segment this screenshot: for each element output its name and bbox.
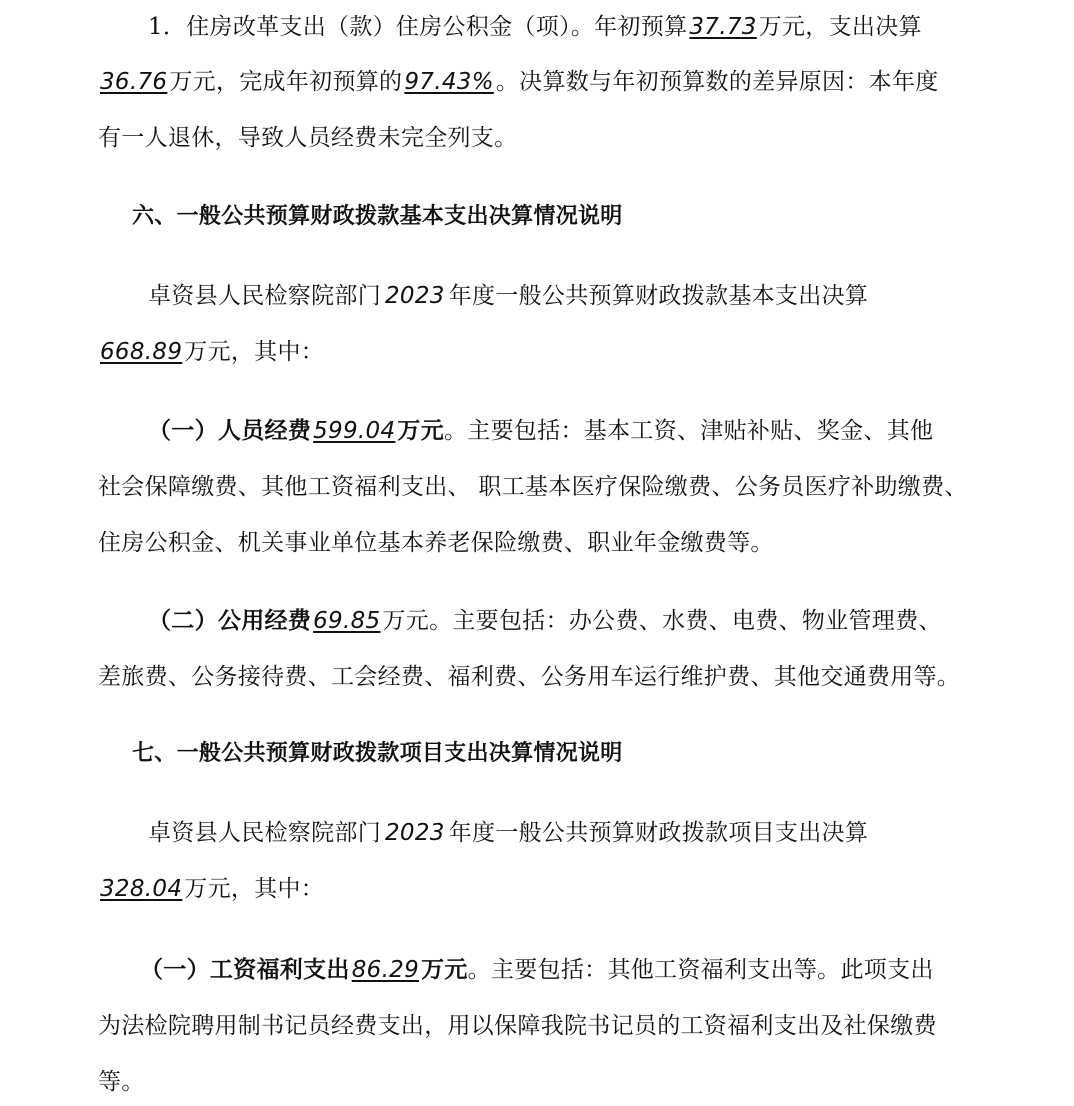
personnel-line2: 社会保障缴费、其他工资福利支出、 职工基本医疗保险缴费、公务员医疗补助缴费、: [98, 474, 968, 500]
section7-total-suffix: 万元，其中：: [184, 876, 325, 902]
public-line2: 差旅费、公务接待费、工会经费、福利费、公务用车运行维护费、其他交通费用等。: [98, 664, 961, 690]
item1-line2: [98, 67, 978, 97]
section7-dept-name: 卓资县人民检察院部门: [148, 820, 381, 846]
item1-text-mid2: 万元，完成年初预算的: [169, 69, 403, 95]
section7-heading: 七、一般公共预算财政拨款项目支出决算情况说明: [132, 741, 623, 766]
section6-intro-text: 年度一般公共预算财政拨款基本支出决算: [448, 283, 869, 309]
item1-text-mid3: 。决算数与年初预算数的差异原因：本年度: [495, 69, 939, 95]
item1-prefix: 1．住房改革支出（款）住房公积金（项）。年初预算: [148, 14, 688, 40]
section6-intro-line1: [148, 281, 978, 311]
public-line1: [148, 606, 978, 636]
public-desc1: 。主要包括：办公费、水费、电费、物业管理费、: [429, 608, 942, 634]
wages-label: （一）工资福利支出: [140, 957, 350, 983]
wages-line1: [140, 955, 980, 985]
item1-text-mid1: 万元，支出决算: [758, 14, 922, 40]
personnel-unit: 万元: [397, 418, 444, 444]
wages-line3: 等。: [98, 1069, 145, 1095]
public-unit: 万元: [382, 608, 430, 634]
wages-desc1: 。主要包括：其他工资福利支出等。此项支出: [467, 957, 934, 983]
personnel-label: （一）人员经费: [148, 418, 312, 444]
wages-amount: 86.29: [351, 957, 420, 983]
public-amount: 69.85: [313, 608, 381, 634]
personnel-amount: 599.04: [313, 418, 396, 444]
section6-year: 2023: [385, 283, 445, 309]
section6-total-value: 668.89: [100, 339, 183, 365]
personnel-desc1: 。主要包括：基本工资、津贴补贴、奖金、其他: [444, 418, 934, 444]
wages-unit: 万元: [421, 957, 468, 983]
section7-year: 2023: [385, 820, 445, 846]
public-label: （二）公用经费: [148, 608, 312, 634]
section7-intro-line1: [148, 818, 978, 848]
section6-total-suffix: 万元，其中：: [184, 339, 325, 365]
section6-heading: 六、一般公共预算财政拨款基本支出决算情况说明: [132, 204, 623, 229]
personnel-line3: 住房公积金、机关事业单位基本养老保险缴费、职业年金缴费等。: [98, 530, 774, 556]
section6-dept-name: 卓资县人民检察院部门: [148, 283, 381, 309]
wages-line2: 为法检院聘用制书记员经费支出，用以保障我院书记员的工资福利支出及社保缴费: [98, 1013, 937, 1039]
item1-line3: 有一人退休，导致人员经费未完全列支。: [98, 125, 518, 151]
section6-intro-line2: [98, 337, 978, 367]
item1-budget-value: 37.73: [689, 14, 757, 40]
item1-percent-value: 97.43%: [404, 69, 494, 95]
personnel-line1: [148, 416, 978, 446]
section7-total-value: 328.04: [100, 876, 183, 902]
section7-intro-line2: [98, 874, 978, 904]
section7-intro-text: 年度一般公共预算财政拨款项目支出决算: [448, 820, 869, 846]
item1-line1: [148, 12, 978, 42]
item1-actual-value: 36.76: [100, 69, 168, 95]
